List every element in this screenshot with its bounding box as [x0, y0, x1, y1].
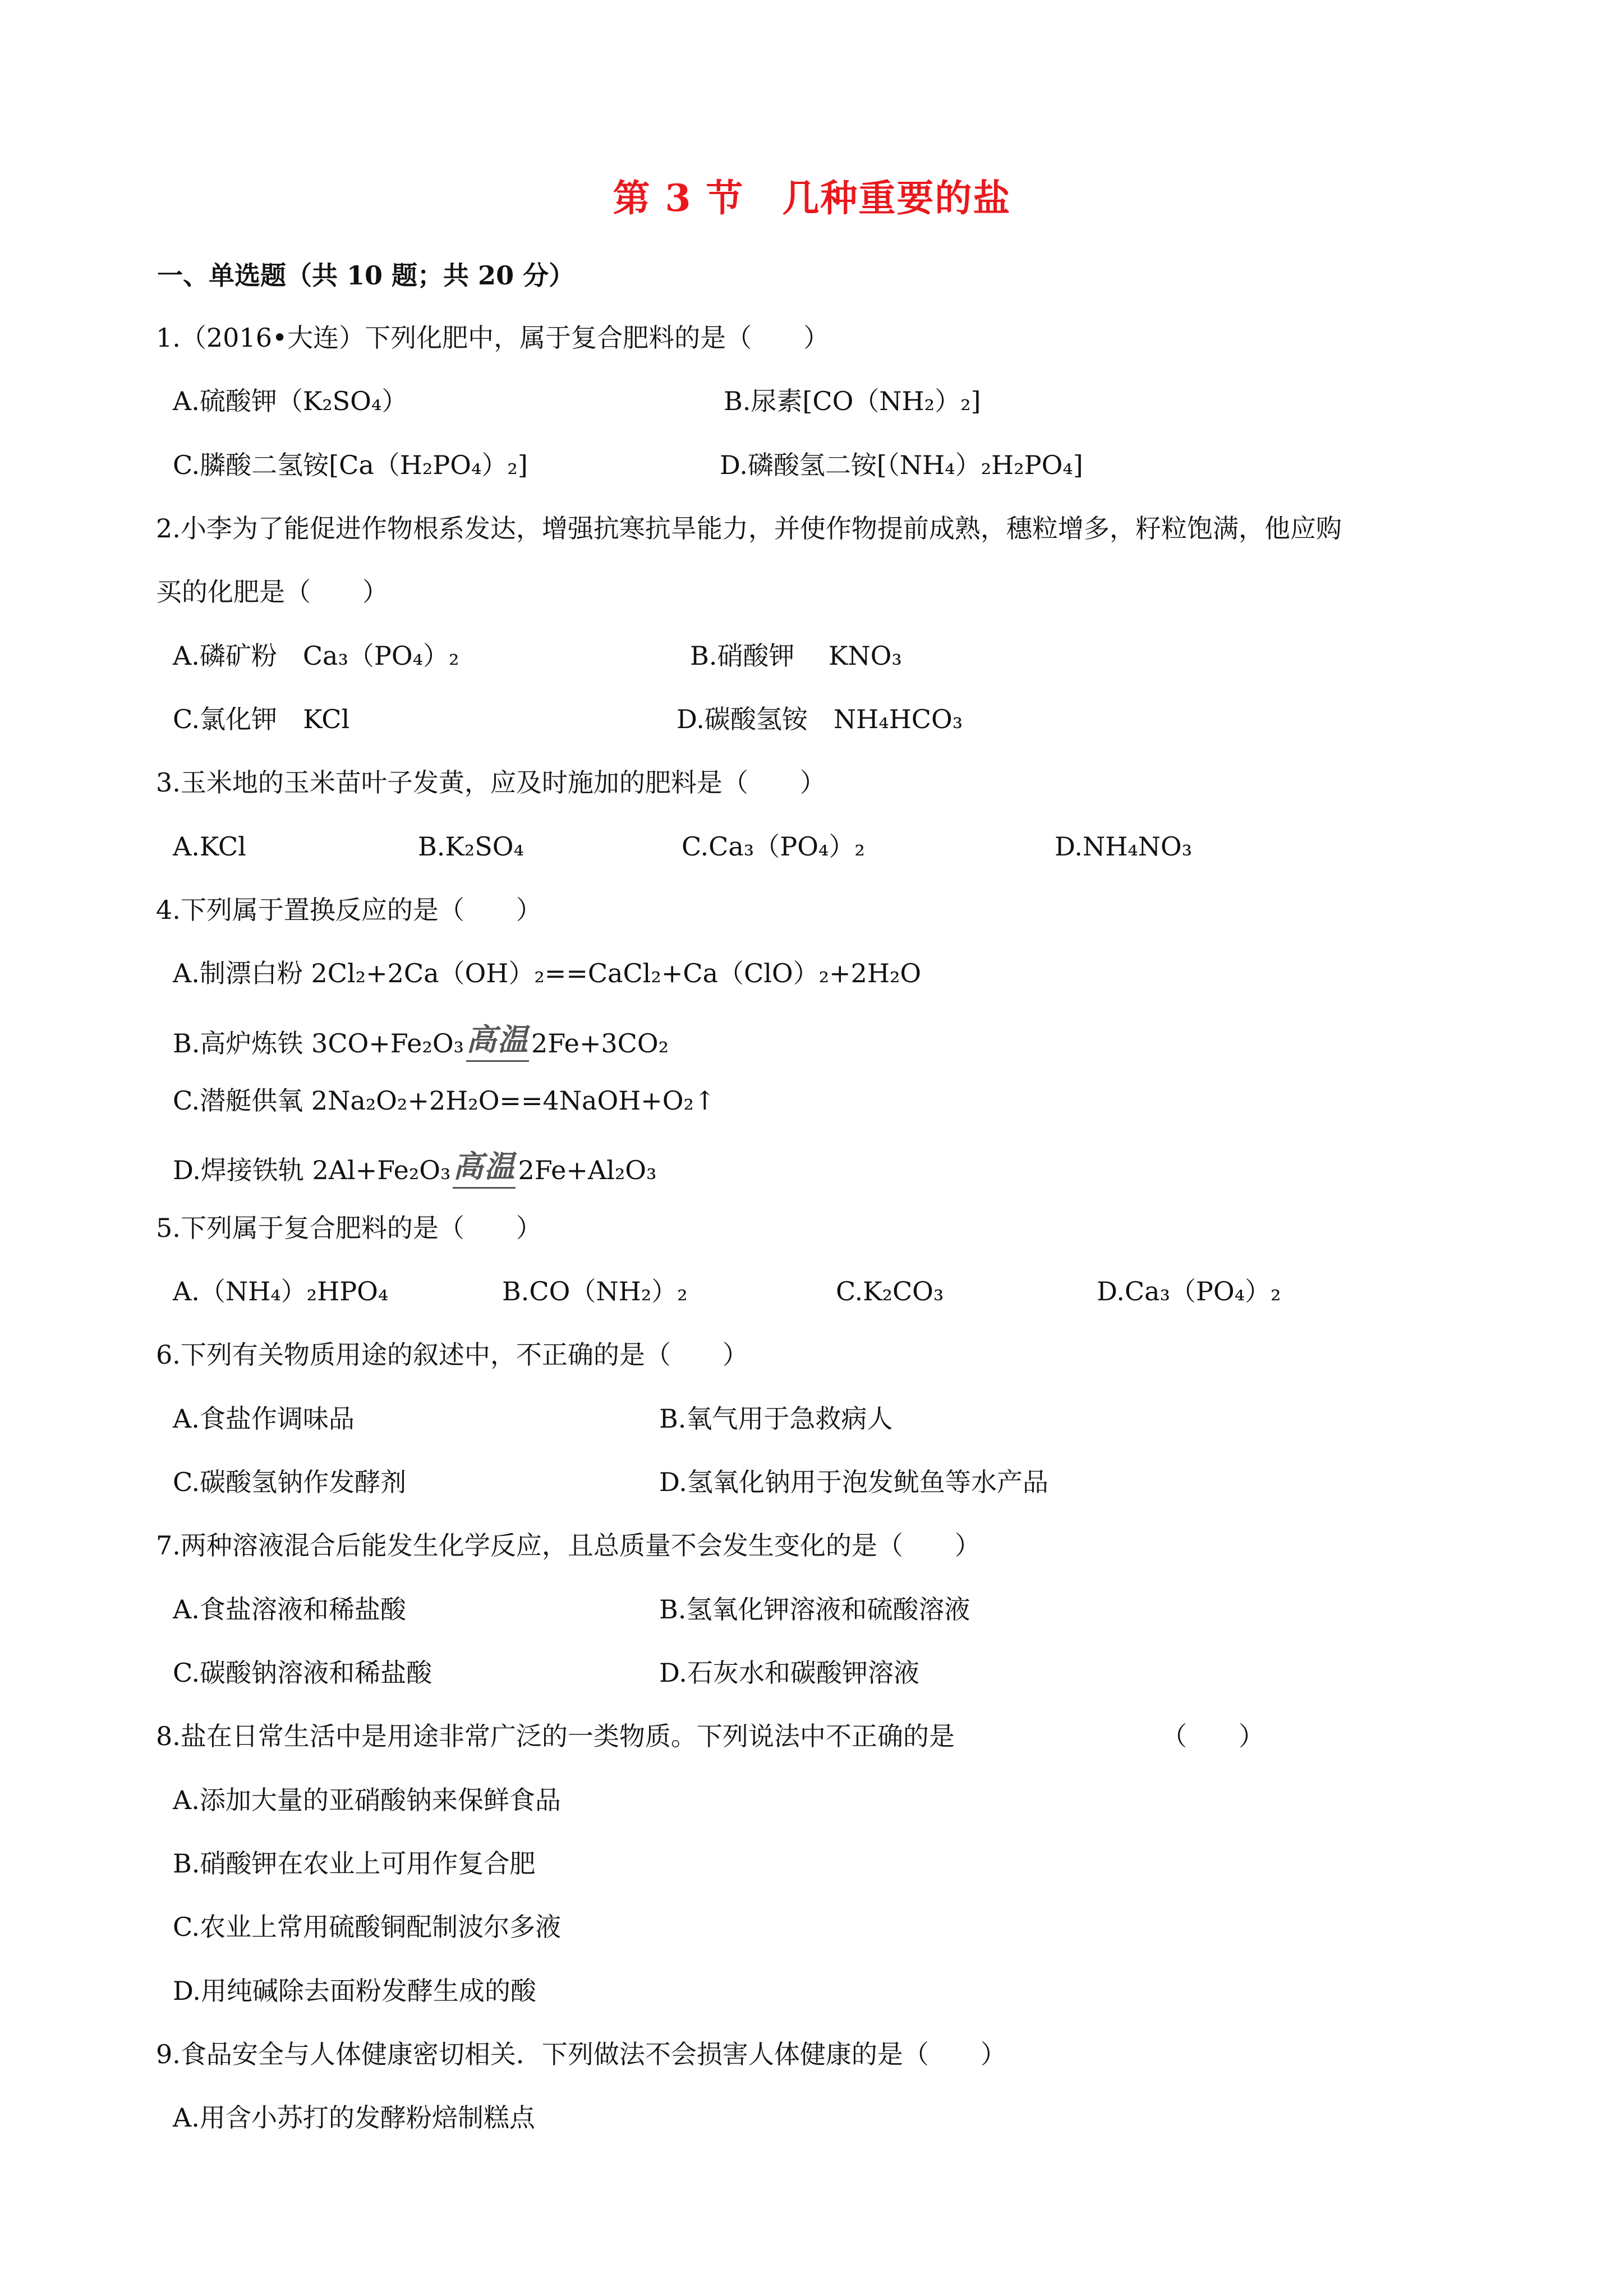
question-3-stem: 3.玉米地的玉米苗叶子发黄，应及时施加的肥料是（ ）	[156, 767, 826, 798]
question-4-option-c[interactable]: C.潜艇供氧 2Na₂O₂+2H₂O==4NaOH+O₂↑	[173, 1085, 716, 1116]
question-4-option-d-reactants: D.焊接铁轨 2Al+Fe₂O₃	[173, 1155, 451, 1185]
question-3-option-a[interactable]: A.KCl	[173, 831, 246, 862]
question-3-option-b[interactable]: B.K₂SO₄	[418, 831, 524, 862]
question-7-option-a[interactable]: A.食盐溶液和稀盐酸	[173, 1594, 406, 1625]
question-7-option-d[interactable]: D.石灰水和碳酸钾溶液	[659, 1658, 919, 1688]
question-7-option-c[interactable]: C.碳酸钠溶液和稀盐酸	[173, 1658, 433, 1688]
question-1-option-d[interactable]: D.磷酸氢二铵[（NH₄）₂H₂PO₄]	[720, 450, 1083, 480]
question-1-option-a[interactable]: A.硫酸钾（K₂SO₄）	[173, 386, 408, 416]
question-4-option-b[interactable]	[173, 1022, 669, 1059]
question-4-stem: 4.下列属于置换反应的是（ ）	[156, 895, 542, 925]
question-8-option-c[interactable]: C.农业上常用硫酸铜配制波尔多液	[173, 1912, 562, 1942]
question-6-option-a[interactable]: A.食盐作调味品	[173, 1404, 355, 1434]
question-4-option-d-products: 2Fe+Al₂O₃	[518, 1155, 657, 1185]
question-4-option-b-products: 2Fe+3CO₂	[531, 1028, 669, 1059]
question-3-option-c[interactable]: C.Ca₃（PO₄）₂	[682, 831, 865, 862]
question-5-option-a[interactable]: A.（NH₄）₂HPO₄	[173, 1276, 389, 1306]
question-1-option-b[interactable]: B.尿素[CO（NH₂）₂]	[724, 386, 981, 416]
question-4-option-d[interactable]	[173, 1149, 656, 1186]
question-5-option-b[interactable]: B.CO（NH₂）₂	[502, 1276, 688, 1306]
question-2-option-a[interactable]: A.磷矿粉 Ca₃（PO₄）₂	[173, 641, 459, 671]
question-7-stem: 7.两种溶液混合后能发生化学反应，且总质量不会发生变化的是（ ）	[156, 1530, 981, 1561]
question-4-option-b-reactants: B.高炉炼铁 3CO+Fe₂O₃	[173, 1028, 464, 1059]
high-temperature-condition: 高温	[466, 1022, 529, 1057]
question-5-option-d[interactable]: D.Ca₃（PO₄）₂	[1097, 1276, 1281, 1306]
question-5-stem: 5.下列属于复合肥料的是（ ）	[156, 1213, 542, 1243]
question-8-stem: 8.盐在日常生活中是用途非常广泛的一类物质。下列说法中不正确的是	[156, 1721, 955, 1751]
question-3-option-d[interactable]: D.NH₄NO₃	[1055, 831, 1193, 862]
question-6-option-c[interactable]: C.碳酸氢钠作发酵剂	[173, 1467, 407, 1497]
question-6-option-b[interactable]: B.氧气用于急救病人	[659, 1404, 893, 1434]
question-2-option-c[interactable]: C.氯化钾 KCl	[173, 704, 350, 734]
question-2-option-b[interactable]: B.硝酸钾 KNO₃	[690, 641, 902, 671]
question-6-stem: 6.下列有关物质用途的叙述中，不正确的是（ ）	[156, 1340, 748, 1370]
section-heading: 一、单选题（共 10 题；共 20 分）	[157, 260, 575, 291]
high-temperature-condition: 高温	[453, 1149, 516, 1184]
question-7-option-b[interactable]: B.氢氧化钾溶液和硫酸溶液	[659, 1594, 970, 1625]
question-6-option-d[interactable]: D.氢氧化钠用于泡发鱿鱼等水产品	[659, 1467, 1048, 1497]
question-8-option-a[interactable]: A.添加大量的亚硝酸钠来保鲜食品	[173, 1785, 561, 1815]
question-1-stem: 1.（2016•大连）下列化肥中，属于复合肥料的是（ ）	[156, 323, 830, 353]
question-5-option-c[interactable]: C.K₂CO₃	[836, 1276, 944, 1306]
page-title: 第 3 节 几种重要的盐	[613, 176, 1011, 220]
question-1-option-c[interactable]: C.膦酸二氢铵[Ca（H₂PO₄）₂]	[173, 450, 528, 480]
question-8-option-d[interactable]: D.用纯碱除去面粉发酵生成的酸	[173, 1976, 536, 2006]
question-4-option-a[interactable]: A.制漂白粉 2Cl₂+2Ca（OH）₂==CaCl₂+Ca（ClO）₂+2H₂O	[173, 958, 922, 988]
question-9-option-a[interactable]: A.用含小苏打的发酵粉焙制糕点	[173, 2102, 535, 2133]
question-2-option-d[interactable]: D.碳酸氢铵 NH₄HCO₃	[677, 704, 963, 734]
question-9-stem: 9.食品安全与人体健康密切相关．下列做法不会损害人体健康的是（ ）	[156, 2039, 1006, 2069]
question-2-stem-line1: 2.小李为了能促进作物根系发达，增强抗寒抗旱能力，并使作物提前成熟，穗粒增多，籽粒饱满，他应购	[156, 513, 1342, 544]
question-2-stem-line2: 买的化肥是（ ）	[156, 577, 388, 607]
question-8-answer-paren: （ ）	[1161, 1721, 1264, 1751]
question-8-option-b[interactable]: B.硝酸钾在农业上可用作复合肥	[173, 1848, 536, 1879]
